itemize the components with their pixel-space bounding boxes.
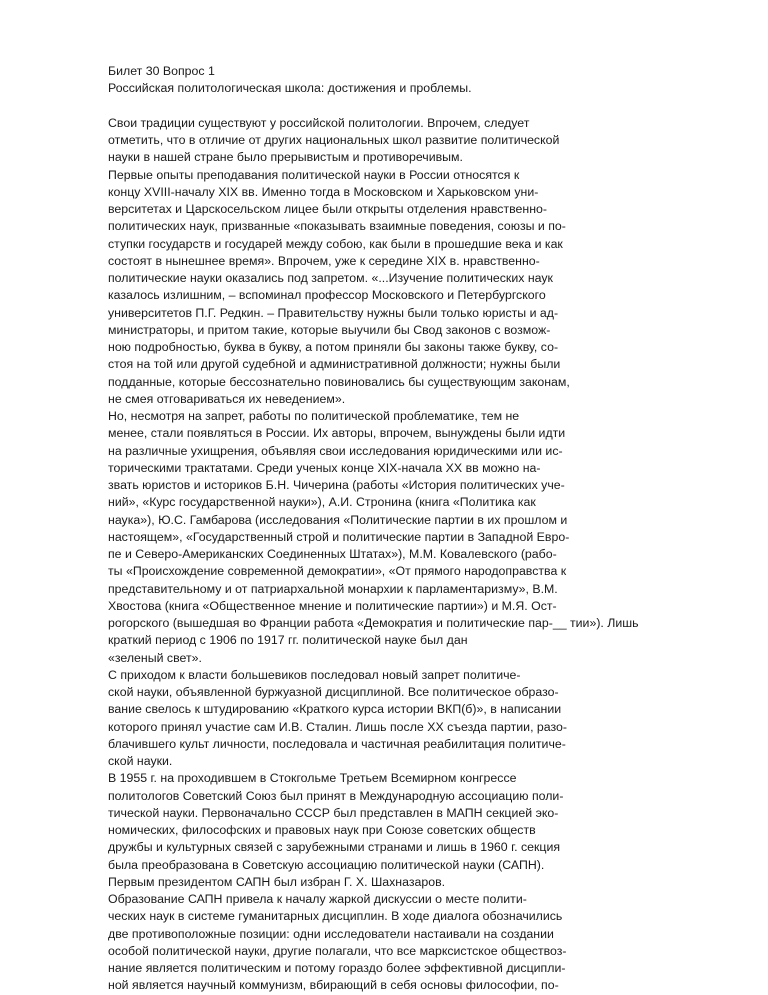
- text-line: Но, несмотря на запрет, работы по политической проблематике, тем не: [108, 409, 520, 423]
- text-line: университетов П.Г. Редкин. – Правительству нужны были только юристы и ад-: [108, 305, 559, 320]
- text-line: менее, стали появляться в России. Их авторы, впрочем, вынуждены были идти: [108, 426, 566, 441]
- text-line: Свои традиции существуют у российской политологии. Впрочем, следует: [108, 115, 530, 130]
- text-line: политических наук, призванные «показывать взаимные поведения, союзы и по-: [108, 219, 566, 234]
- text-line: две противоположные позиции: одни исследователи настаивали на создании: [108, 926, 554, 941]
- document-title: Российская политологическая школа: достижения и проблемы.: [108, 81, 472, 96]
- text-line: была преобразована в Советскую ассоциацию политической науки (САПН).: [108, 857, 545, 872]
- text-line: ной является научный коммунизм, вбирающий в себя основы философии, по-: [108, 978, 559, 993]
- text-line: нание является политическим и потому гораздо более эффективной дисципли-: [108, 961, 566, 975]
- text-line: ною подробностью, буква в букву, а потом приняли бы законы также букву, со-: [108, 340, 559, 354]
- text-line: Первым президентом САПН был избран Г. Х. Шахназаров.: [108, 874, 446, 889]
- text-line: особой политической науки, другие полагали, что все марксистское обществоз-: [108, 943, 567, 958]
- text-line: концу XVIII-началу XIX вв. Именно тогда в Московском и Харьковском уни-: [108, 184, 539, 199]
- text-line: верситетах и Царскосельском лицее были открыты отделения нравственно-: [108, 202, 548, 216]
- text-line: ний», «Курс государственной науки»), А.И. Стронина (книга «Политика как: [108, 495, 536, 510]
- text-line: тической науки. Первоначально СССР был представлен в МАПН секцией эко-: [108, 805, 559, 820]
- text-line: науки в нашей стране было прерывистым и противоречивым.: [108, 150, 463, 165]
- text-line: С приходом к власти большевиков последовал новый запрет политиче-: [108, 667, 521, 682]
- text-line: вание свелось к штудированию «Краткого курса истории ВКП(б)», в написании: [108, 702, 562, 717]
- text-line: представительному и от патриархальной монархии к парламентаризму», В.М.: [108, 581, 558, 596]
- text-line: которого принял участие сам И.В. Сталин. Лишь после XX съезда партии, разо-: [108, 719, 568, 734]
- text-line: казалось излишним, – вспоминал профессор Московского и Петербургского: [108, 288, 546, 303]
- text-line: Первые опыты преподавания политической науки в России относятся к: [108, 167, 520, 182]
- text-line: ческих наук в системе гуманитарных дисциплин. В ходе диалога обозначились: [108, 909, 563, 924]
- text-line: ступки государств и государей между собою, как были в прошедшие века и как: [108, 236, 563, 251]
- text-line: министраторы, и притом такие, которые выучили бы Свод законов с возмож-: [108, 322, 551, 337]
- text-line: не смея отговариваться их неведением».: [108, 391, 346, 406]
- text-line: В 1955 г. на проходившем в Стокгольме Третьем Всемирном конгрессе: [108, 771, 517, 786]
- document-body: [108, 115, 728, 995]
- text-line: стоя на той или другой судебной и административной должности; нужны были: [108, 357, 561, 372]
- text-line: настоящем», «Государственный строй и политические партии в Западной Евро-: [108, 529, 570, 544]
- text-line: рогорского (вышедшая во Франции работа «Демократия и политические пар-__ тии»). Лишь: [108, 616, 639, 630]
- text-line: Образование САПН привела к началу жаркой дискуссии о месте полити-: [108, 892, 527, 906]
- text-line: политические науки оказались под запретом. «...Изучение политических наук: [108, 271, 553, 285]
- text-line: ской науки.: [108, 754, 173, 768]
- text-line: краткий период с 1906 по 1917 гг. политической науке был дан: [108, 633, 468, 648]
- text-line: пе и Северо-Американских Соединенных Штатах»), М.М. Ковалевского (рабо-: [108, 547, 557, 561]
- text-line: наука»), Ю.С. Гамбарова (исследования «Политические партии в их прошлом и: [108, 512, 568, 527]
- text-line: политологов Советский Союз был принят в Международную ассоциацию поли-: [108, 788, 564, 803]
- text-line: дружбы и культурных связей с зарубежными странами и лишь в 1960 г. секция: [108, 840, 561, 855]
- text-line: звать юристов и историков Б.Н. Чичерина (работы «История политических уче-: [108, 478, 565, 492]
- paragraph-gap: [108, 98, 728, 115]
- text-line: на различные ухищрения, объявляя свои исследования юридическими или ис-: [108, 443, 563, 458]
- text-line: Хвостова (книга «Общественное мнение и политические партии») и М.Я. Ост-: [108, 598, 557, 613]
- text-line: ты «Происхождение современной демократии», «От прямого народоправства к: [108, 564, 567, 579]
- text-line: торическими трактатами. Среди ученых конце XIX-начала XX вв можно на-: [108, 460, 541, 475]
- document-page: [108, 63, 728, 995]
- text-line: «зеленый свет».: [108, 650, 202, 665]
- ticket-number: Билет 30 Вопрос 1: [108, 64, 215, 78]
- text-line: блачившего культ личности, последовала и частичная реабилитация политиче-: [108, 736, 566, 751]
- text-line: ской науки, объявленной буржуазной дисциплиной. Все политическое образо-: [108, 685, 559, 699]
- text-line: состоят в нынешнее время». Впрочем, уже к середине XIX в. нравственно-: [108, 253, 540, 268]
- text-line: отметить, что в отличие от других национальных школ развитие политической: [108, 133, 560, 147]
- text-line: номических, философских и правовых наук при Союзе советских обществ: [108, 823, 536, 837]
- text-line: подданные, которые бессознательно повиновались бы существующим законам,: [108, 374, 570, 389]
